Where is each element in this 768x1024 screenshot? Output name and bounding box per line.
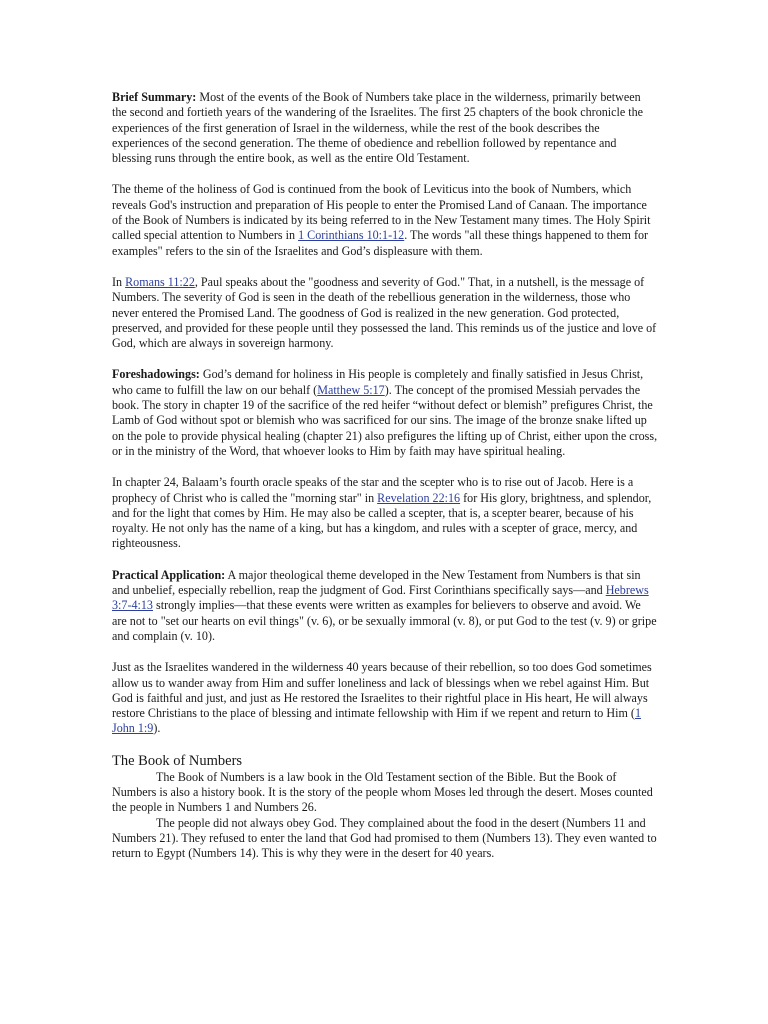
- revelation-link[interactable]: Revelation 22:16: [377, 490, 461, 505]
- practical-application-text-before: A major theological theme developed in the New Testament from Numbers is that sin and unbelief, especially rebellion, reap the judgment of God. First Corinthians specifically says—and: [112, 567, 641, 598]
- holiness-text-before: The theme of the holiness of God is continued from the book of Leviticus into the book of Numbers, which reveals God's instruction and preparation of His people to enter the Promised Land of Canaan. The importance of the Book of Numbers is indicated by its being referred to in the New Testament many times. The Holy Spirit called special attention to Numbers in: [112, 182, 651, 243]
- romans-link[interactable]: Romans 11:22: [125, 274, 195, 289]
- holiness-paragraph: [112, 182, 658, 258]
- practical-application-text-after: strongly implies—that these events were written as examples for believers to observe and avoid. We are not to "set our hearts on evil things" (v. 6), or be sexually immoral (v. 8), or put God to the test (v. 9) or gripe and complain (v. 10).: [112, 598, 657, 643]
- practical-application-paragraph: [112, 568, 658, 644]
- foreshadowings-label: Foreshadowings:: [112, 367, 200, 382]
- corinthians-link[interactable]: 1 Corinthians 10:1-12: [298, 228, 405, 243]
- foreshadowings-text-after: ). The concept of the promised Messiah pervades the book. The story in chapter 19 of the sacrifice of the red heifer “without defect or blemish” prefigures Christ, the Lamb of God without spot or blemish who was sacrificed for our sins. The image of the bronze snake lifted up on the pole to provide physical healing (chapter 21) also prefigures the lifting up of Christ, either upon the cross, or in the ministry of the Word, that whoever looks to Him by faith may have spiritual healing.: [112, 382, 658, 458]
- practical-application-label: Practical Application:: [112, 567, 226, 582]
- foreshadowings-paragraph: [112, 367, 658, 459]
- brief-summary-label: Brief Summary:: [112, 90, 197, 104]
- holiness-text-after: . The words "all these things happened to them for examples" refers to the sin of the Israelites and God’s displeasure with them.: [112, 228, 649, 258]
- brief-summary-paragraph: [112, 90, 658, 166]
- balaam-text-before: In chapter 24, Balaam’s fourth oracle speaks of the star and the scepter who is to rise out of Jacob. Here is a prophecy of Christ who is called the "morning star" in: [112, 475, 634, 505]
- foreshadowings-text-before: God’s demand for holiness in His people is completely and finally satisfied in Jesus Christ, who came to fulfill the law on our behalf (: [112, 367, 644, 397]
- john-link[interactable]: 1 John 1:9: [112, 706, 641, 736]
- section-paragraph-2: The people did not always obey God. They complained about the food in the desert (Numbers 11 and Numbers 21). They refused to enter the land that God had promised to them (Numbers 13). They even wanted to return to Egypt (Numbers 14). This is why they were in the desert for 40 years.: [112, 815, 657, 861]
- document-page: [112, 90, 658, 861]
- wilderness-paragraph: [112, 660, 658, 736]
- brief-summary-text: Most of the events of the Book of Numbers take place in the wilderness, primarily between the second and fortieth years of the wandering of the Israelites. The first 25 chapters of the book chronicle the experiences of the first generation of Israel in the wilderness, while the rest of the book describes the experiences of the second generation. The theme of obedience and rebellion followed by repentance and blessing runs through the entire book, as well as the entire Old Testament.: [112, 90, 644, 166]
- wilderness-text-before: Just as the Israelites wandered in the wilderness 40 years because of their rebellion, so too does God sometimes allow us to wander away from Him and suffer loneliness and lack of blessings when we rebel against Him. But God is faithful and just, and just as He restored the Israelites to their rightful place in His heart, He will always restore Christians to the place of blessing and intimate fellowship with Him if we repent and return to Him (: [112, 660, 652, 721]
- balaam-paragraph: [112, 475, 658, 551]
- section-paragraph-1: The Book of Numbers is a law book in the Old Testament section of the Bible. But the Book of Numbers is also a history book. It is the story of the people whom Moses led through the desert. Moses counted the people in Numbers 1 and Numbers 26.: [112, 769, 653, 815]
- romans-paragraph: [112, 275, 658, 351]
- hebrews-link[interactable]: Hebrews 3:7-4:13: [112, 583, 649, 613]
- matthew-link[interactable]: Matthew 5:17: [317, 382, 385, 397]
- balaam-text-after: for His glory, brightness, and splendor, and for the light that comes by Him. He may also be called a scepter, that is, a scepter bearer, because of his royalty. He not only has the name of a king, but has a kingdom, and rules with a scepter of grace, mercy, and righteousness.: [112, 490, 652, 551]
- section-heading: The Book of Numbers: [112, 752, 243, 769]
- romans-text-after: , Paul speaks about the "goodness and severity of God." That, in a nutshell, is the message of Numbers. The severity of God is seen in the death of the rebellious generation in the wilderness, those who never entered the Promised Land. The goodness of God is realized in the new generation. God protected, preserved, and provided for these people until they possessed the land. This reminds us of the justice and love of God, which are always in sovereign harmony.: [112, 274, 657, 351]
- romans-text-before: In: [112, 274, 126, 289]
- wilderness-text-after: ).: [153, 721, 161, 736]
